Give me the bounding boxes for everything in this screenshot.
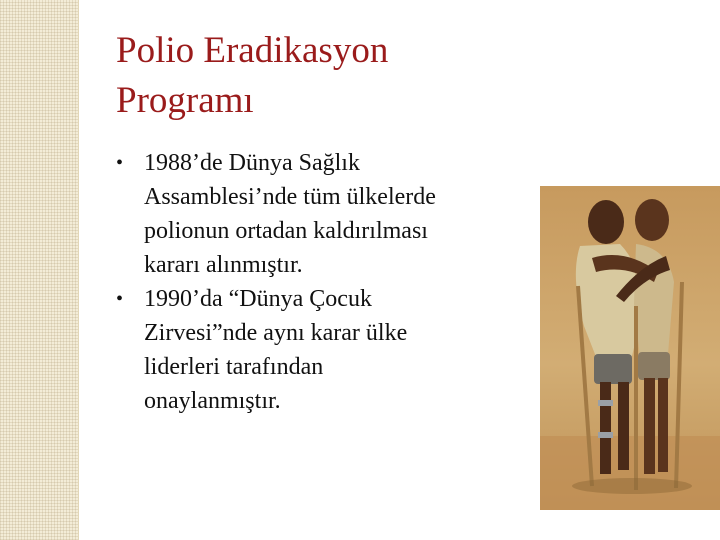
bullet-text-line: Zirvesi”nde aynı karar ülke — [144, 320, 408, 346]
bullet-list — [116, 146, 536, 418]
bullet-text-line: 1988’de Dünya Sağlık — [144, 150, 360, 176]
bullet-item — [116, 146, 536, 282]
bullet-icon: • — [116, 152, 124, 174]
photo-illustration — [540, 186, 720, 510]
photo-children-embracing — [540, 186, 720, 510]
bullet-text-line: kararı alınmıştır. — [144, 252, 303, 278]
slide-title — [116, 26, 536, 126]
bullet-icon: • — [116, 288, 124, 310]
bullet-text-line: onaylanmıştır. — [144, 388, 281, 414]
title-line-1: Polio Eradikasyon — [116, 30, 389, 71]
bullet-text-line: Assamblesi’nde tüm ülkelerde — [144, 184, 436, 210]
bullet-text-line: 1990’da “Dünya Çocuk — [144, 286, 372, 312]
bullet-text-line: polionun ortadan kaldırılması — [144, 218, 428, 244]
decorative-left-band — [0, 0, 79, 540]
title-line-2: Programı — [116, 80, 254, 121]
bullet-item — [116, 282, 536, 418]
bullet-text-line: liderleri tarafından — [144, 354, 324, 380]
